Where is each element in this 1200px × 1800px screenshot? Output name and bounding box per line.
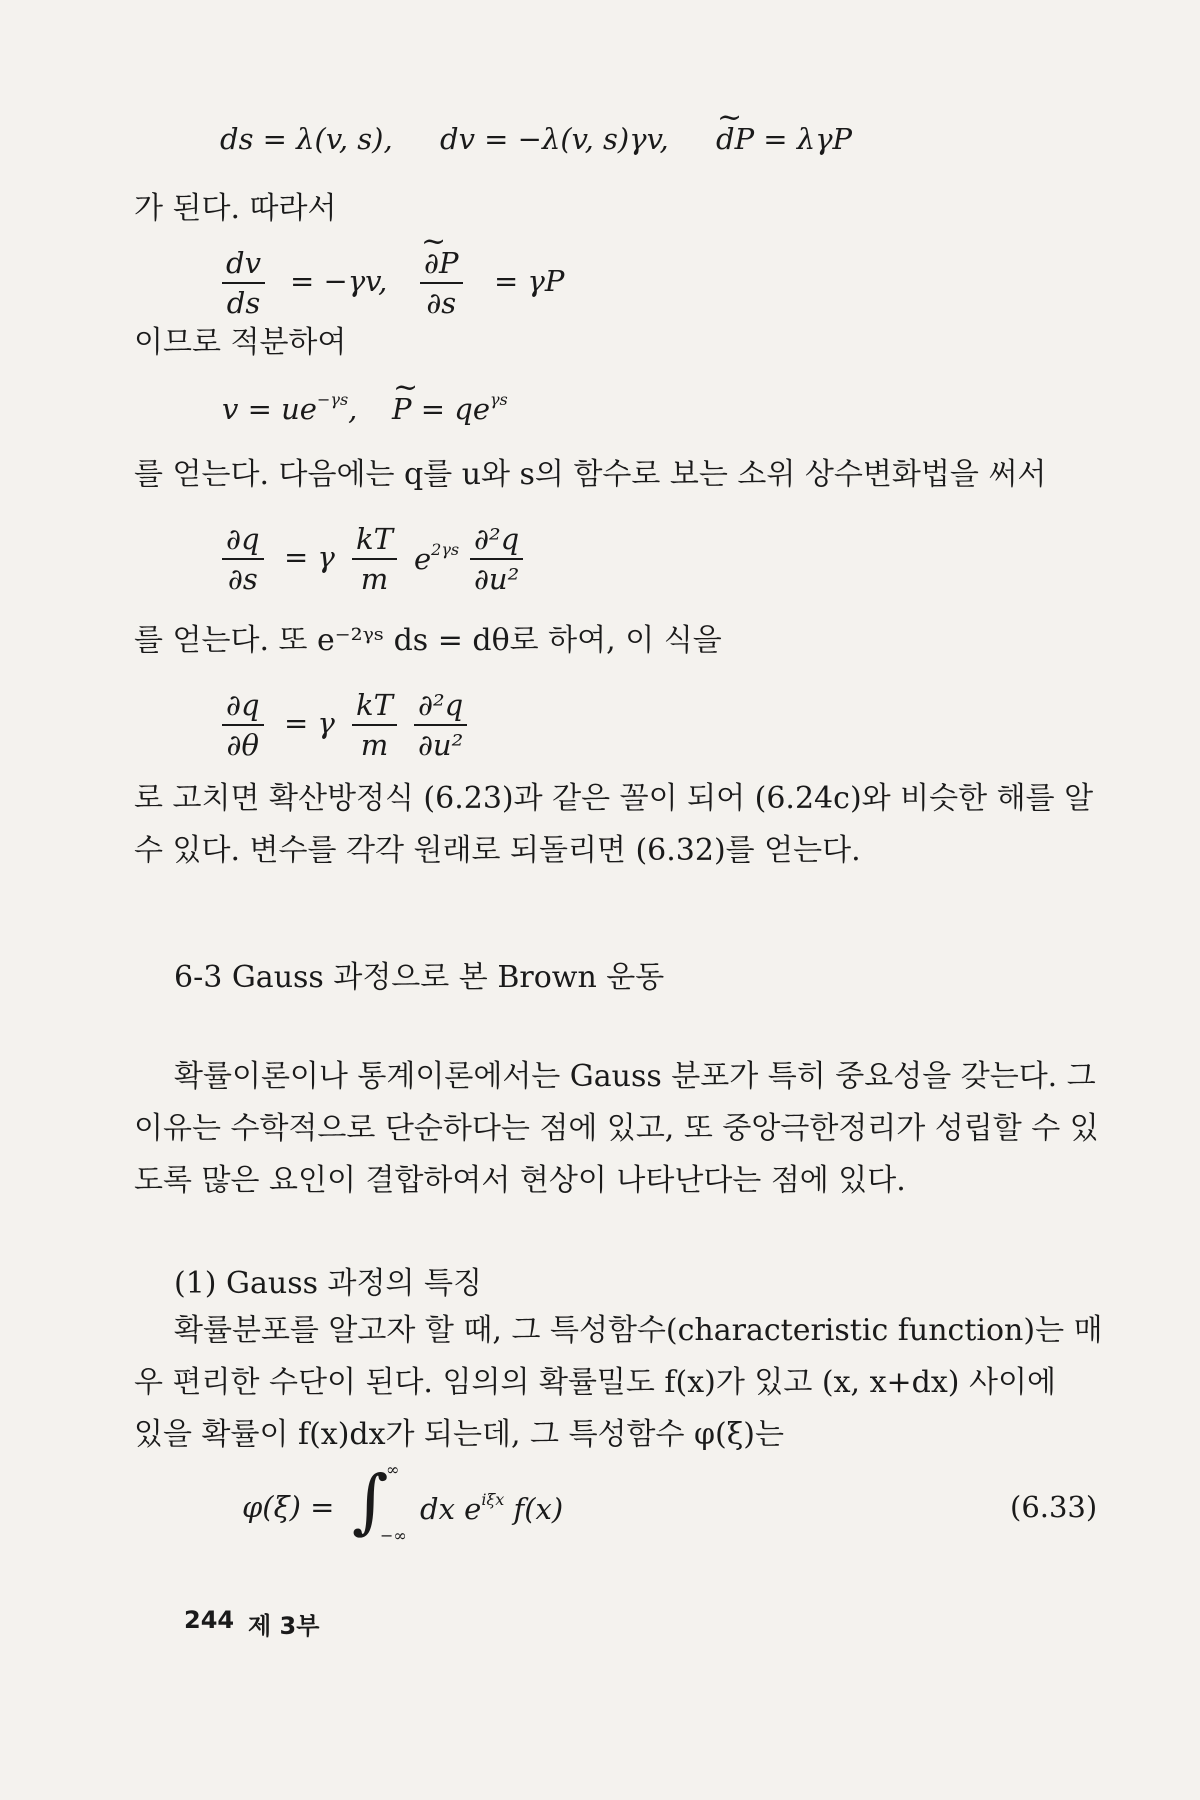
integral-upper-limit: ∞ <box>386 1460 400 1479</box>
integrand-f: f(x) <box>513 1492 564 1526</box>
page-number: 244 <box>184 1606 235 1634</box>
phi-lhs: φ(ξ) = <box>242 1490 335 1524</box>
paragraph-3-line-3: 있을 확률이 f(x)dx가 되는데, 그 특성함수 φ(ξ)는 <box>134 1417 784 1452</box>
fraction-denominator: ds <box>226 286 261 320</box>
equals-gamma: = γ <box>284 706 335 740</box>
fraction-numerator: dv <box>222 246 265 284</box>
equation-P-qe <box>392 390 508 426</box>
e-base: e <box>414 542 432 576</box>
fraction-dq-dtheta <box>222 688 264 762</box>
text-line-3: 를 얻는다. 다음에는 q를 u와 s의 함수로 보는 소위 상수변화법을 써서 <box>134 457 1047 492</box>
text-line-4: 를 얻는다. 또 e⁻²ᵞˢ ds = dθ로 하여, 이 식을 <box>134 623 722 658</box>
integral-lower-limit: −∞ <box>380 1526 407 1545</box>
integrand-base: dx e <box>420 1492 482 1526</box>
paragraph-2-line-3: 도록 많은 요인이 결합하여서 현상이 나타난다는 점에 있다. <box>134 1163 906 1198</box>
paragraph-3-line-2: 우 편리한 수단이 된다. 임의의 확률밀도 f(x)가 있고 (x, x+dx) 사이에 <box>134 1365 1056 1400</box>
equation-dP <box>716 122 852 156</box>
fraction-denominator: ∂s <box>227 562 258 596</box>
fraction-numerator: ~ ∂P <box>420 246 463 284</box>
fraction-numerator: ∂q <box>222 522 264 560</box>
dP-term: ~ dP <box>716 122 754 156</box>
v-lhs: v = ue <box>222 392 317 426</box>
equation-dv: dv = −λ(v, s)γv, <box>440 122 669 156</box>
equation-ds: ds = λ(v, s), <box>220 122 393 156</box>
fraction-d2q-du2 <box>470 522 523 596</box>
paragraph-3-line-1: 확률분포를 알고자 할 때, 그 특성함수(characteristic function)는 매 <box>174 1313 1103 1348</box>
fraction-numerator: ∂²q <box>414 688 467 726</box>
exponent: 2γs <box>431 540 460 559</box>
fraction-denominator: ∂u² <box>417 728 464 762</box>
fraction-numerator: ∂²q <box>470 522 523 560</box>
fraction-numerator: kT <box>352 688 397 726</box>
text-line-2: 이므로 적분하여 <box>134 325 347 360</box>
fraction-denominator: ∂θ <box>226 728 260 762</box>
equation-v-ue <box>222 390 357 426</box>
exponent: −γs <box>316 390 349 409</box>
integral-sign-icon: ∫ <box>352 1460 389 1542</box>
P-rhs: = qe <box>420 392 490 426</box>
dP-rhs: = λγP <box>763 122 853 156</box>
subsection-heading: (1) Gauss 과정의 특징 <box>174 1266 482 1301</box>
paragraph-1-line-1: 로 고치면 확산방정식 (6.23)과 같은 꼴이 되어 (6.24c)와 비슷한 해를 알 <box>134 781 1094 816</box>
section-heading: 6-3 Gauss 과정으로 본 Brown 운동 <box>174 960 665 995</box>
fraction-denominator: m <box>360 562 389 596</box>
equals-gamma: = γ <box>284 540 335 574</box>
fraction-denominator: m <box>360 728 389 762</box>
P-term: ~ P <box>392 392 412 426</box>
fraction-numerator: ∂q <box>222 688 264 726</box>
fraction-kT-m <box>352 688 397 762</box>
exponential-term <box>414 540 459 576</box>
paragraph-2-line-1: 확률이론이나 통계이론에서는 Gauss 분포가 특히 중요성을 갖는다. 그 <box>174 1059 1096 1094</box>
fraction-denominator: ∂u² <box>473 562 520 596</box>
comma: , <box>348 392 358 426</box>
equation-rhs-gamma-P: = γP <box>494 264 565 298</box>
text-line-1: 가 된다. 따라서 <box>134 191 337 226</box>
paragraph-2-line-2: 이유는 수학적으로 단순하다는 점에 있고, 또 중앙극한정리가 성립할 수 있 <box>134 1111 1099 1146</box>
fraction-denominator: ∂s <box>426 286 457 320</box>
fraction-d2q-du2 <box>414 688 467 762</box>
fraction-kT-m <box>352 522 397 596</box>
exponent: γs <box>489 390 508 409</box>
fraction-dq-ds <box>222 522 264 596</box>
fraction-dP-ds <box>420 246 463 320</box>
equation-rhs-gamma-v: = −γv, <box>290 264 388 298</box>
exponent: iξx <box>481 1490 505 1509</box>
part-label: 제 3부 <box>248 1612 320 1640</box>
fraction-dv-ds <box>222 246 265 320</box>
fraction-numerator: kT <box>352 522 397 560</box>
equation-number: (6.33) <box>1010 1490 1098 1524</box>
integrand <box>420 1490 563 1526</box>
paragraph-1-line-2: 수 있다. 변수를 각각 원래로 되돌리면 (6.32)를 얻는다. <box>134 833 861 868</box>
